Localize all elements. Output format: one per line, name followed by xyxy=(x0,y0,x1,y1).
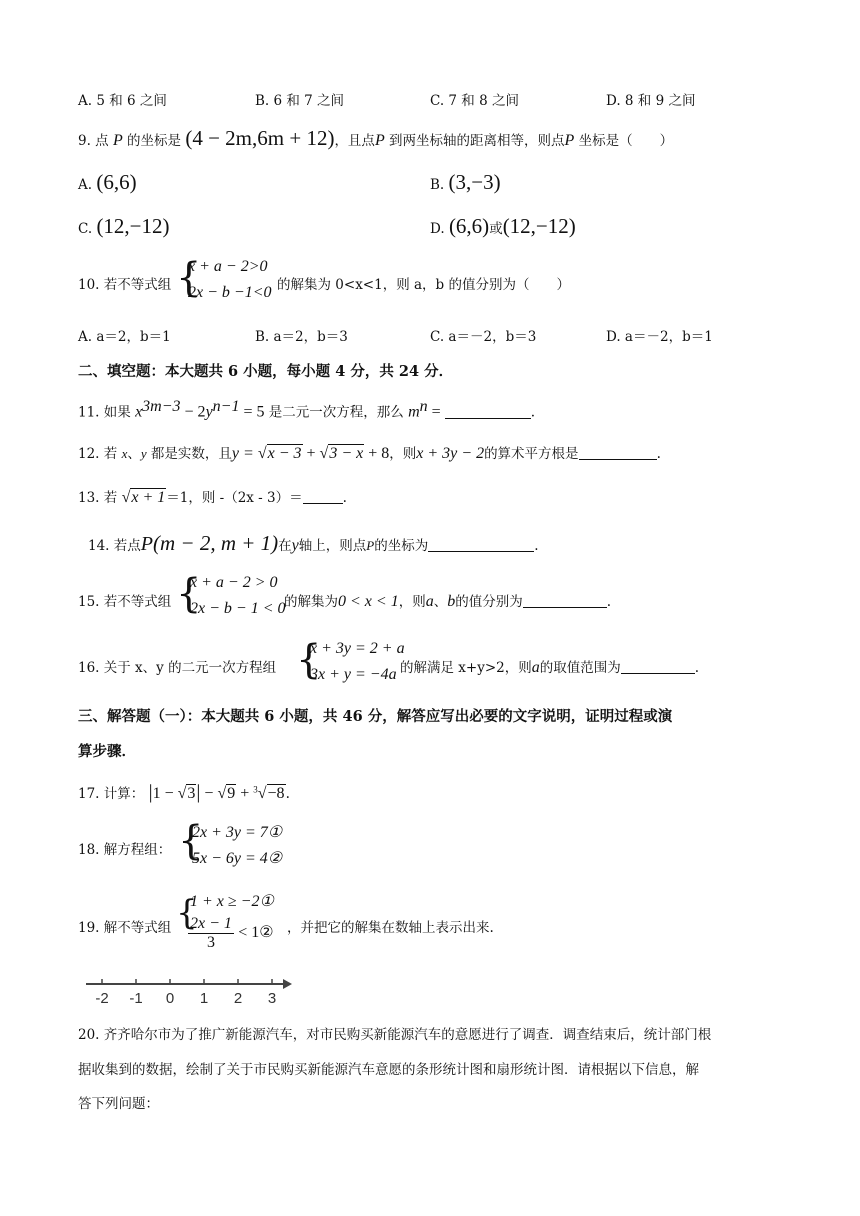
tick-label: 0 xyxy=(165,990,175,1007)
q16-text-1: 的解满足 x+y>2，则 xyxy=(400,660,532,676)
q16-prefix: 16. 关于 x、y 的二元一次方程组 xyxy=(78,660,277,676)
q20-line-3: 答下列问题： xyxy=(78,1096,159,1112)
q12-radical-1: √x − 3 xyxy=(257,445,302,462)
q10-brace: { xyxy=(176,255,202,301)
q9-text-3: 到两坐标轴的距离相等，则点 xyxy=(384,133,565,149)
q9-option-d-value-2: (12,−12) xyxy=(502,214,576,238)
q11-var-n: n xyxy=(419,398,428,415)
q13-prefix: 13. 若 xyxy=(78,490,118,506)
q15-text-1: 的解集为 xyxy=(284,594,338,610)
q10-prefix: 10. 若不等式组 xyxy=(78,277,172,293)
q14-var-y: y xyxy=(291,537,299,554)
q11-answer-blank[interactable] xyxy=(445,404,531,419)
q12-expression: x + 3y − 2 xyxy=(416,445,485,462)
q17-cbrt: √−8 xyxy=(257,785,285,802)
q13-answer-blank[interactable] xyxy=(303,489,343,504)
q9-text-1: 的坐标是 xyxy=(122,133,182,149)
q15-sep: 、 xyxy=(433,594,448,610)
q9-option-a-label: A. xyxy=(78,177,93,193)
tick-label: -1 xyxy=(129,990,143,1007)
q17-abs-inner: 1 − xyxy=(152,785,178,802)
q10-suffix: 的解集为 0<x<1，则 a，b 的值分别为（ ） xyxy=(277,277,570,293)
q9-option-c-label: C. xyxy=(78,221,93,237)
q14-prefix: 14. 若点 xyxy=(88,538,141,554)
q16-brace: { xyxy=(296,637,322,683)
q15-text-2: ，则 xyxy=(398,594,426,610)
tick-label: 1 xyxy=(199,990,209,1007)
q15-var-b: b xyxy=(447,593,456,610)
q13-end: . xyxy=(342,490,347,506)
q13-radicand: x + 1 xyxy=(131,489,166,506)
section-3-heading-line-1: 三、解答题（一）：本大题共 6 小题，共 46 分，解答应写出必要的文字说明，证明过程或演 xyxy=(78,708,673,725)
q12-text-3: 的算术平方根是 xyxy=(484,446,579,462)
q14-point-p-2: P xyxy=(366,538,375,553)
tick-label: -2 xyxy=(95,990,109,1007)
q11-equals: = xyxy=(427,403,445,421)
q10-option-b: B. a＝2，b＝3 xyxy=(255,329,348,345)
q16-text-2: 的取值范围为 xyxy=(539,660,621,676)
q15-range: 0 < x < 1 xyxy=(338,593,399,610)
q12-text-1: 都是实数，且 xyxy=(150,446,232,462)
q14-point-p: P xyxy=(140,533,153,555)
tick-label: 2 xyxy=(233,990,243,1007)
q9-option-d xyxy=(430,214,576,239)
q9-point-p-3: P xyxy=(564,132,575,149)
q17-minus: − xyxy=(200,785,218,802)
q10-option-c: C. a＝－2，b＝3 xyxy=(430,329,537,345)
q15-text-3: 的值分别为 xyxy=(455,594,523,610)
q14-text-3: 的坐标为 xyxy=(374,538,429,554)
q13-text: ＝1，则 -（2x - 3）＝ xyxy=(166,490,303,506)
q8-option-c: C. 7 和 8 之间 xyxy=(430,93,519,109)
q9-option-b-value: (3,−3) xyxy=(448,170,501,194)
q10-option-a: A. a＝2，b＝1 xyxy=(78,329,171,345)
number-line-svg xyxy=(84,978,294,1008)
q11-exp-1: 3m−3 xyxy=(142,398,181,415)
q15-var-a: a xyxy=(425,593,434,610)
q16-tail xyxy=(400,656,699,677)
q11-text: 是二元一次方程，那么 xyxy=(264,404,404,421)
q19-less-than: < 1② xyxy=(238,924,274,941)
q19-prefix: 19. 解不等式组 xyxy=(78,920,172,936)
q14-text-2: 轴上，则点 xyxy=(298,538,367,554)
q18-line-1: 2x + 3y = 7① xyxy=(192,824,283,841)
q19-denominator: 3 xyxy=(206,934,215,951)
q14-answer-blank[interactable] xyxy=(428,537,534,552)
q12-end: . xyxy=(656,446,661,462)
q19-line-1: 1 + x ≥ −2① xyxy=(190,893,274,910)
q16-var-a: a xyxy=(531,659,540,676)
q14-end: . xyxy=(534,538,539,554)
tick-label: 3 xyxy=(267,990,277,1007)
q11-var-m: m xyxy=(408,403,420,421)
q14 xyxy=(88,531,539,556)
q12-text-2: ，则 xyxy=(389,446,417,462)
q16-end: . xyxy=(694,660,700,676)
q11-prefix: 11. 如果 xyxy=(78,404,131,421)
q12-plus-8: + 8 xyxy=(364,445,390,462)
q9-option-a xyxy=(78,170,137,195)
q10-option-d: D. a＝－2，b＝1 xyxy=(606,329,713,345)
q9-text-4: 坐标是（ ） xyxy=(574,133,674,149)
q14-coordinate: (m − 2, m + 1) xyxy=(152,531,279,555)
q17-radicand-3: 3 xyxy=(187,785,196,802)
q9-option-b xyxy=(430,170,501,195)
q12-plus: + xyxy=(302,445,320,462)
q15-line-2: 2x − b − 1 < 0 xyxy=(190,600,286,617)
q9-option-d-label: D. xyxy=(430,221,445,237)
q19-numerator: 2x − 1 xyxy=(190,915,232,932)
number-line xyxy=(84,978,294,1008)
number-line-arrow xyxy=(283,979,292,989)
q10-line-2: 2x − b −1<0 xyxy=(188,284,272,301)
q10-line-1: x + a − 2>0 xyxy=(188,258,268,275)
q17-end: . xyxy=(285,786,290,802)
q9-option-c-value: (12,−12) xyxy=(96,214,170,238)
q17-cube-index: 3 xyxy=(253,784,258,795)
q9-point-p-2: P xyxy=(374,132,385,149)
q8-option-a: A. 5 和 6 之间 xyxy=(78,93,167,109)
q8-option-b: B. 6 和 7 之间 xyxy=(255,93,345,109)
q12-sep: 、 xyxy=(127,446,141,462)
q12-var-y: y xyxy=(140,446,147,461)
q11-var-x: x xyxy=(135,403,143,421)
q9-text-2: ，且点 xyxy=(334,133,375,149)
q20-line-1: 20. 齐齐哈尔市为了推广新能源汽车，对市民购买新能源汽车的意愿进行了调查．调查结束后，统计部门根 xyxy=(78,1027,712,1043)
q12-radicand-2: 3 − x xyxy=(329,445,364,462)
q15-line-1: x + a − 2 > 0 xyxy=(190,574,278,591)
q15-answer-blank[interactable] xyxy=(523,593,607,608)
q11-end: . xyxy=(530,404,535,421)
section-3-heading-line-2: 算步骤． xyxy=(78,743,136,760)
q17: 17. 计算： |1 − √3| − √9 + $^3$√−8. xyxy=(78,781,290,803)
q12-answer-blank[interactable] xyxy=(579,445,657,460)
q15-tail xyxy=(284,590,611,611)
q12-prefix: 12. 若 xyxy=(78,446,118,462)
q19-brace: { xyxy=(176,893,198,933)
q16-line-2: 3x + y = −4a xyxy=(310,666,397,683)
q16-line-1: x + 3y = 2 + a xyxy=(310,640,405,657)
q16-answer-blank[interactable] xyxy=(621,659,695,674)
q11-equals-5: = 5 xyxy=(239,403,265,421)
q11 xyxy=(78,398,535,422)
section-2-heading: 二、填空题：本大题共 6 小题，每小题 4 分，共 24 分． xyxy=(78,363,454,380)
q9-coordinate: (4 − 2m,6m + 12) xyxy=(185,126,335,150)
q19-fraction xyxy=(188,915,234,952)
q12-radical-2: √3 − x xyxy=(319,445,364,462)
q9-option-c xyxy=(78,214,170,239)
q9-option-b-label: B. xyxy=(430,177,445,193)
q18-prefix: 18. 解方程组： xyxy=(78,842,172,858)
q14-text-1: 在 xyxy=(278,538,292,554)
q9-point-p: P xyxy=(112,132,123,149)
q8-option-d: D. 8 和 9 之间 xyxy=(606,93,696,109)
q9-stem xyxy=(78,126,673,151)
q17-sqrt-9: √9 xyxy=(217,785,236,802)
q9-prefix: 9. 点 xyxy=(78,133,109,149)
q17-sqrt-3: √3 xyxy=(177,785,196,802)
q13 xyxy=(78,486,347,507)
q20-line-2: 据收集到的数据，绘制了关于市民购买新能源汽车意愿的条形统计图和扇形统计图．请根据以下信息，解 xyxy=(78,1062,699,1078)
q19-line-2 xyxy=(188,915,274,952)
q17-prefix: 17. 计算： xyxy=(78,786,145,802)
q12-y-equals: y = xyxy=(231,445,258,462)
q13-radical: √x + 1 xyxy=(121,489,166,506)
q15-brace: { xyxy=(176,571,202,617)
q18-brace: { xyxy=(178,818,204,864)
q9-option-d-or: 或 xyxy=(489,221,503,237)
q9-option-a-value: (6,6) xyxy=(96,170,137,194)
q18-line-2: 5x − 6y = 4② xyxy=(192,850,283,867)
q19-suffix: ，并把它的解集在数轴上表示出来. xyxy=(287,920,494,936)
q12 xyxy=(78,442,661,463)
q17-radicand-8: −8 xyxy=(267,785,285,802)
q15-end: . xyxy=(606,594,611,610)
q17-radicand-9: 9 xyxy=(227,785,236,802)
q11-var-y: y xyxy=(205,403,213,421)
q12-var-x: x xyxy=(121,446,128,461)
q12-radicand-1: x − 3 xyxy=(267,445,302,462)
q11-minus-2: − 2 xyxy=(180,403,206,421)
q17-plus: + xyxy=(236,785,254,802)
q15-prefix: 15. 若不等式组 xyxy=(78,594,172,610)
q11-exp-2: n−1 xyxy=(212,398,240,415)
q9-option-d-value-1: (6,6) xyxy=(448,214,490,238)
